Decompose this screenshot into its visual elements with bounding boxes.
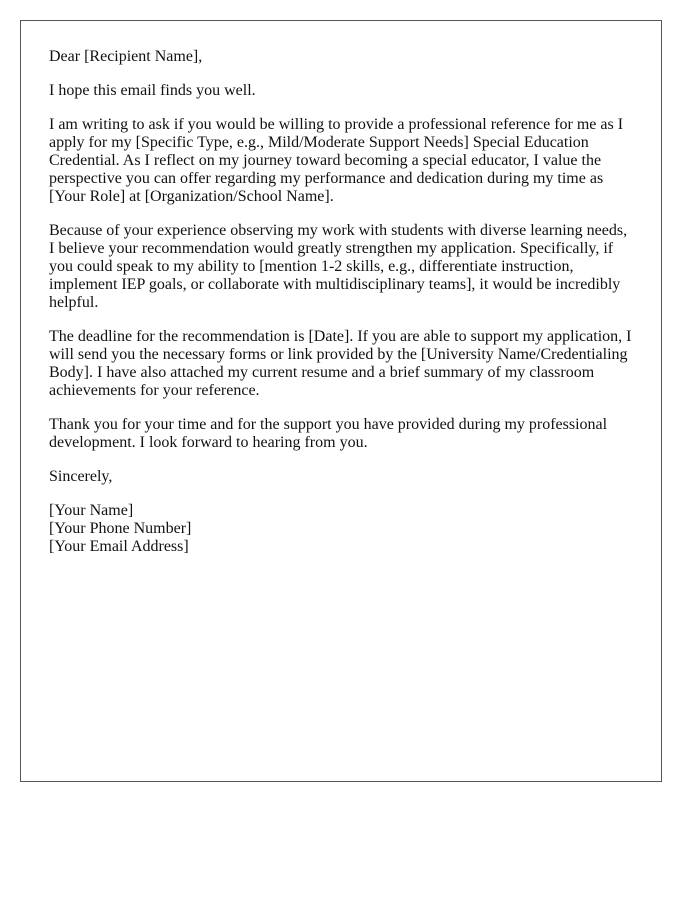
signature-block — [49, 502, 634, 556]
signature-phone: [Your Phone Number] — [49, 520, 192, 537]
paragraph-deadline: The deadline for the recommendation is [Date]. If you are able to support my application, I will send you the necessary forms or link provided by the [University Name/Credentialing Body]. I have also attached my current resume and a brief summary of my classroom achievements for your reference. — [49, 328, 632, 399]
signature-name: [Your Name] — [49, 502, 134, 519]
paragraph-opening: I hope this email finds you well. — [49, 82, 256, 99]
letter-document — [20, 20, 662, 782]
signature-email: [Your Email Address] — [49, 538, 189, 555]
greeting: Dear [Recipient Name], — [49, 48, 203, 65]
closing: Sincerely, — [49, 468, 113, 485]
paragraph-skills: Because of your experience observing my work with students with diverse learning needs, I believe your recommendation would greatly strengthen my application. Specifically, if you could speak to my ability to [mention 1-2 skills, e.g., differentiate instruction, implement IEP goals, or collaborate with multidisciplinary teams], it would be incredibly helpful. — [49, 222, 628, 311]
paragraph-request: I am writing to ask if you would be willing to provide a professional reference for me as I apply for my [Specific Type, e.g., Mild/Moderate Support Needs] Special Education Credential. As I reflect on my journey toward becoming a special educator, I value the perspective you can offer regarding my performance and dedication during my time as [Your Role] at [Organization/School Name]. — [49, 116, 624, 205]
paragraph-thanks: Thank you for your time and for the support you have provided during my professional development. I look forward to hearing from you. — [49, 416, 608, 451]
